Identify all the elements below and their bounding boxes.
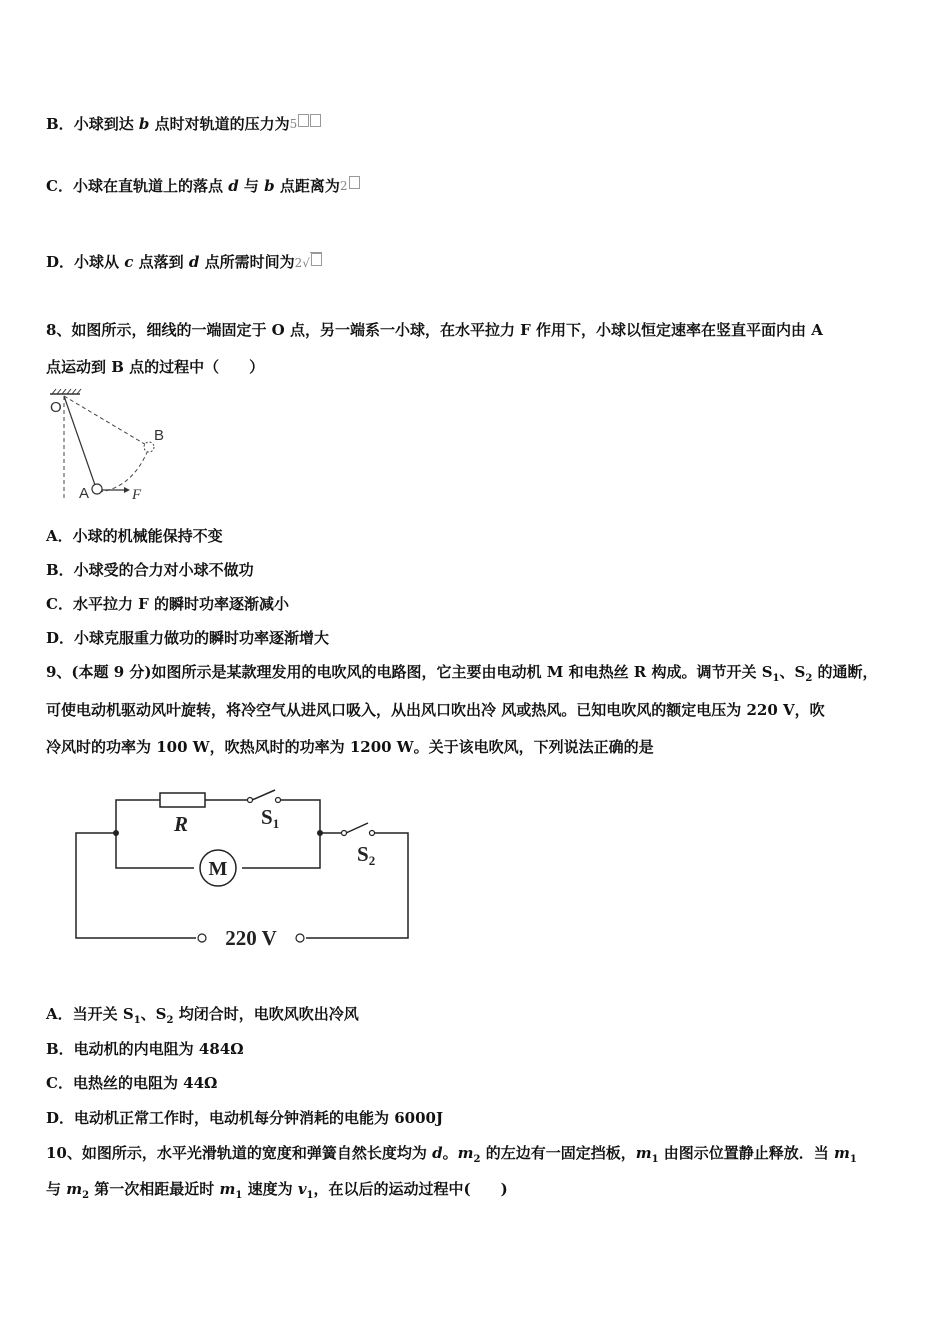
q8-stem-line2: 点运动到 B 点的过程中（ ） <box>46 358 265 376</box>
q9-option-b: B．电动机的内电阻为 484Ω <box>46 1040 244 1058</box>
q9-option-a: A．当开关 $S_1$、$S_2$ 均闭合时，电吹风吹出冷风 <box>46 1005 359 1026</box>
q7-option-b: B．小球到达 b 点时对轨道的压力为5 <box>46 114 321 134</box>
q7-option-d: D．小球从 c 点落到 d 点所需时间为2√ <box>46 252 322 273</box>
voltage-label: 220 V <box>225 926 277 950</box>
formula-image: 2√ <box>295 252 322 273</box>
formula-image: 2 <box>340 176 360 196</box>
q7-option-c: C．小球在直轨道上的落点 d 与 b 点距离为2 <box>46 176 360 196</box>
q8-option-c: C．水平拉力 F 的瞬时功率逐渐减小 <box>46 595 290 613</box>
q9-option-c: C．电热丝的电阻为 44Ω <box>46 1074 218 1092</box>
q10-stem-line2: 与 $m_2$ 第一次相距最近时 $m_1$ 速度为 $v_1$，在以后的运动过程中( ) <box>46 1180 508 1201</box>
label-f: F <box>132 487 142 503</box>
q8-option-b: B．小球受的合力对小球不做功 <box>46 561 254 579</box>
q8-option-a: A．小球的机械能保持不变 <box>46 527 223 545</box>
label-r: R <box>174 812 189 836</box>
q9-stem-line1: 9、(本题 9 分)如图所示是某款理发用的电吹风的电路图，它主要由电动机 M 和电热丝 R 构成。调节开关 $S_1$、$S_2$ 的通断， <box>46 663 878 684</box>
label-a: A <box>79 485 90 502</box>
label-b: B <box>154 427 165 444</box>
circuit-figure <box>70 782 420 952</box>
q9-stem-line2: 可使电动机驱动风叶旋转，将冷空气从进风口吸入，从出风口吹出冷 风或热风。已知电吹风的额定电压为 220 V，吹 <box>46 701 825 719</box>
label-o: O <box>50 399 62 416</box>
label-s1: S1 <box>261 805 280 831</box>
q9-option-d: D．电动机正常工作时，电动机每分钟消耗的电能为 6000J <box>46 1109 444 1127</box>
q8-option-d: D．小球克服重力做功的瞬时功率逐渐增大 <box>46 629 330 647</box>
label-s2: S2 <box>357 842 376 868</box>
q10-stem-line1: 10、如图所示，水平光滑轨道的宽度和弹簧自然长度均为 d。$m_2$ 的左边有一固定挡板，$m_1$ 由图示位置静止释放．当 $m_1$ <box>46 1144 857 1165</box>
formula-image: 5 <box>290 114 322 134</box>
q8-stem-line1: 8、如图所示，细线的一端固定于 O 点，另一端系一小球，在水平拉力 F 作用下，小球以恒定速率在竖直平面内由 A <box>46 321 823 339</box>
q9-stem-line3: 冷风时的功率为 100 W，吹热风时的功率为 1200 W。关于该电吹风，下列说法正确的是 <box>46 738 654 756</box>
pendulum-figure <box>44 388 184 506</box>
motor-symbol: M <box>208 858 228 880</box>
